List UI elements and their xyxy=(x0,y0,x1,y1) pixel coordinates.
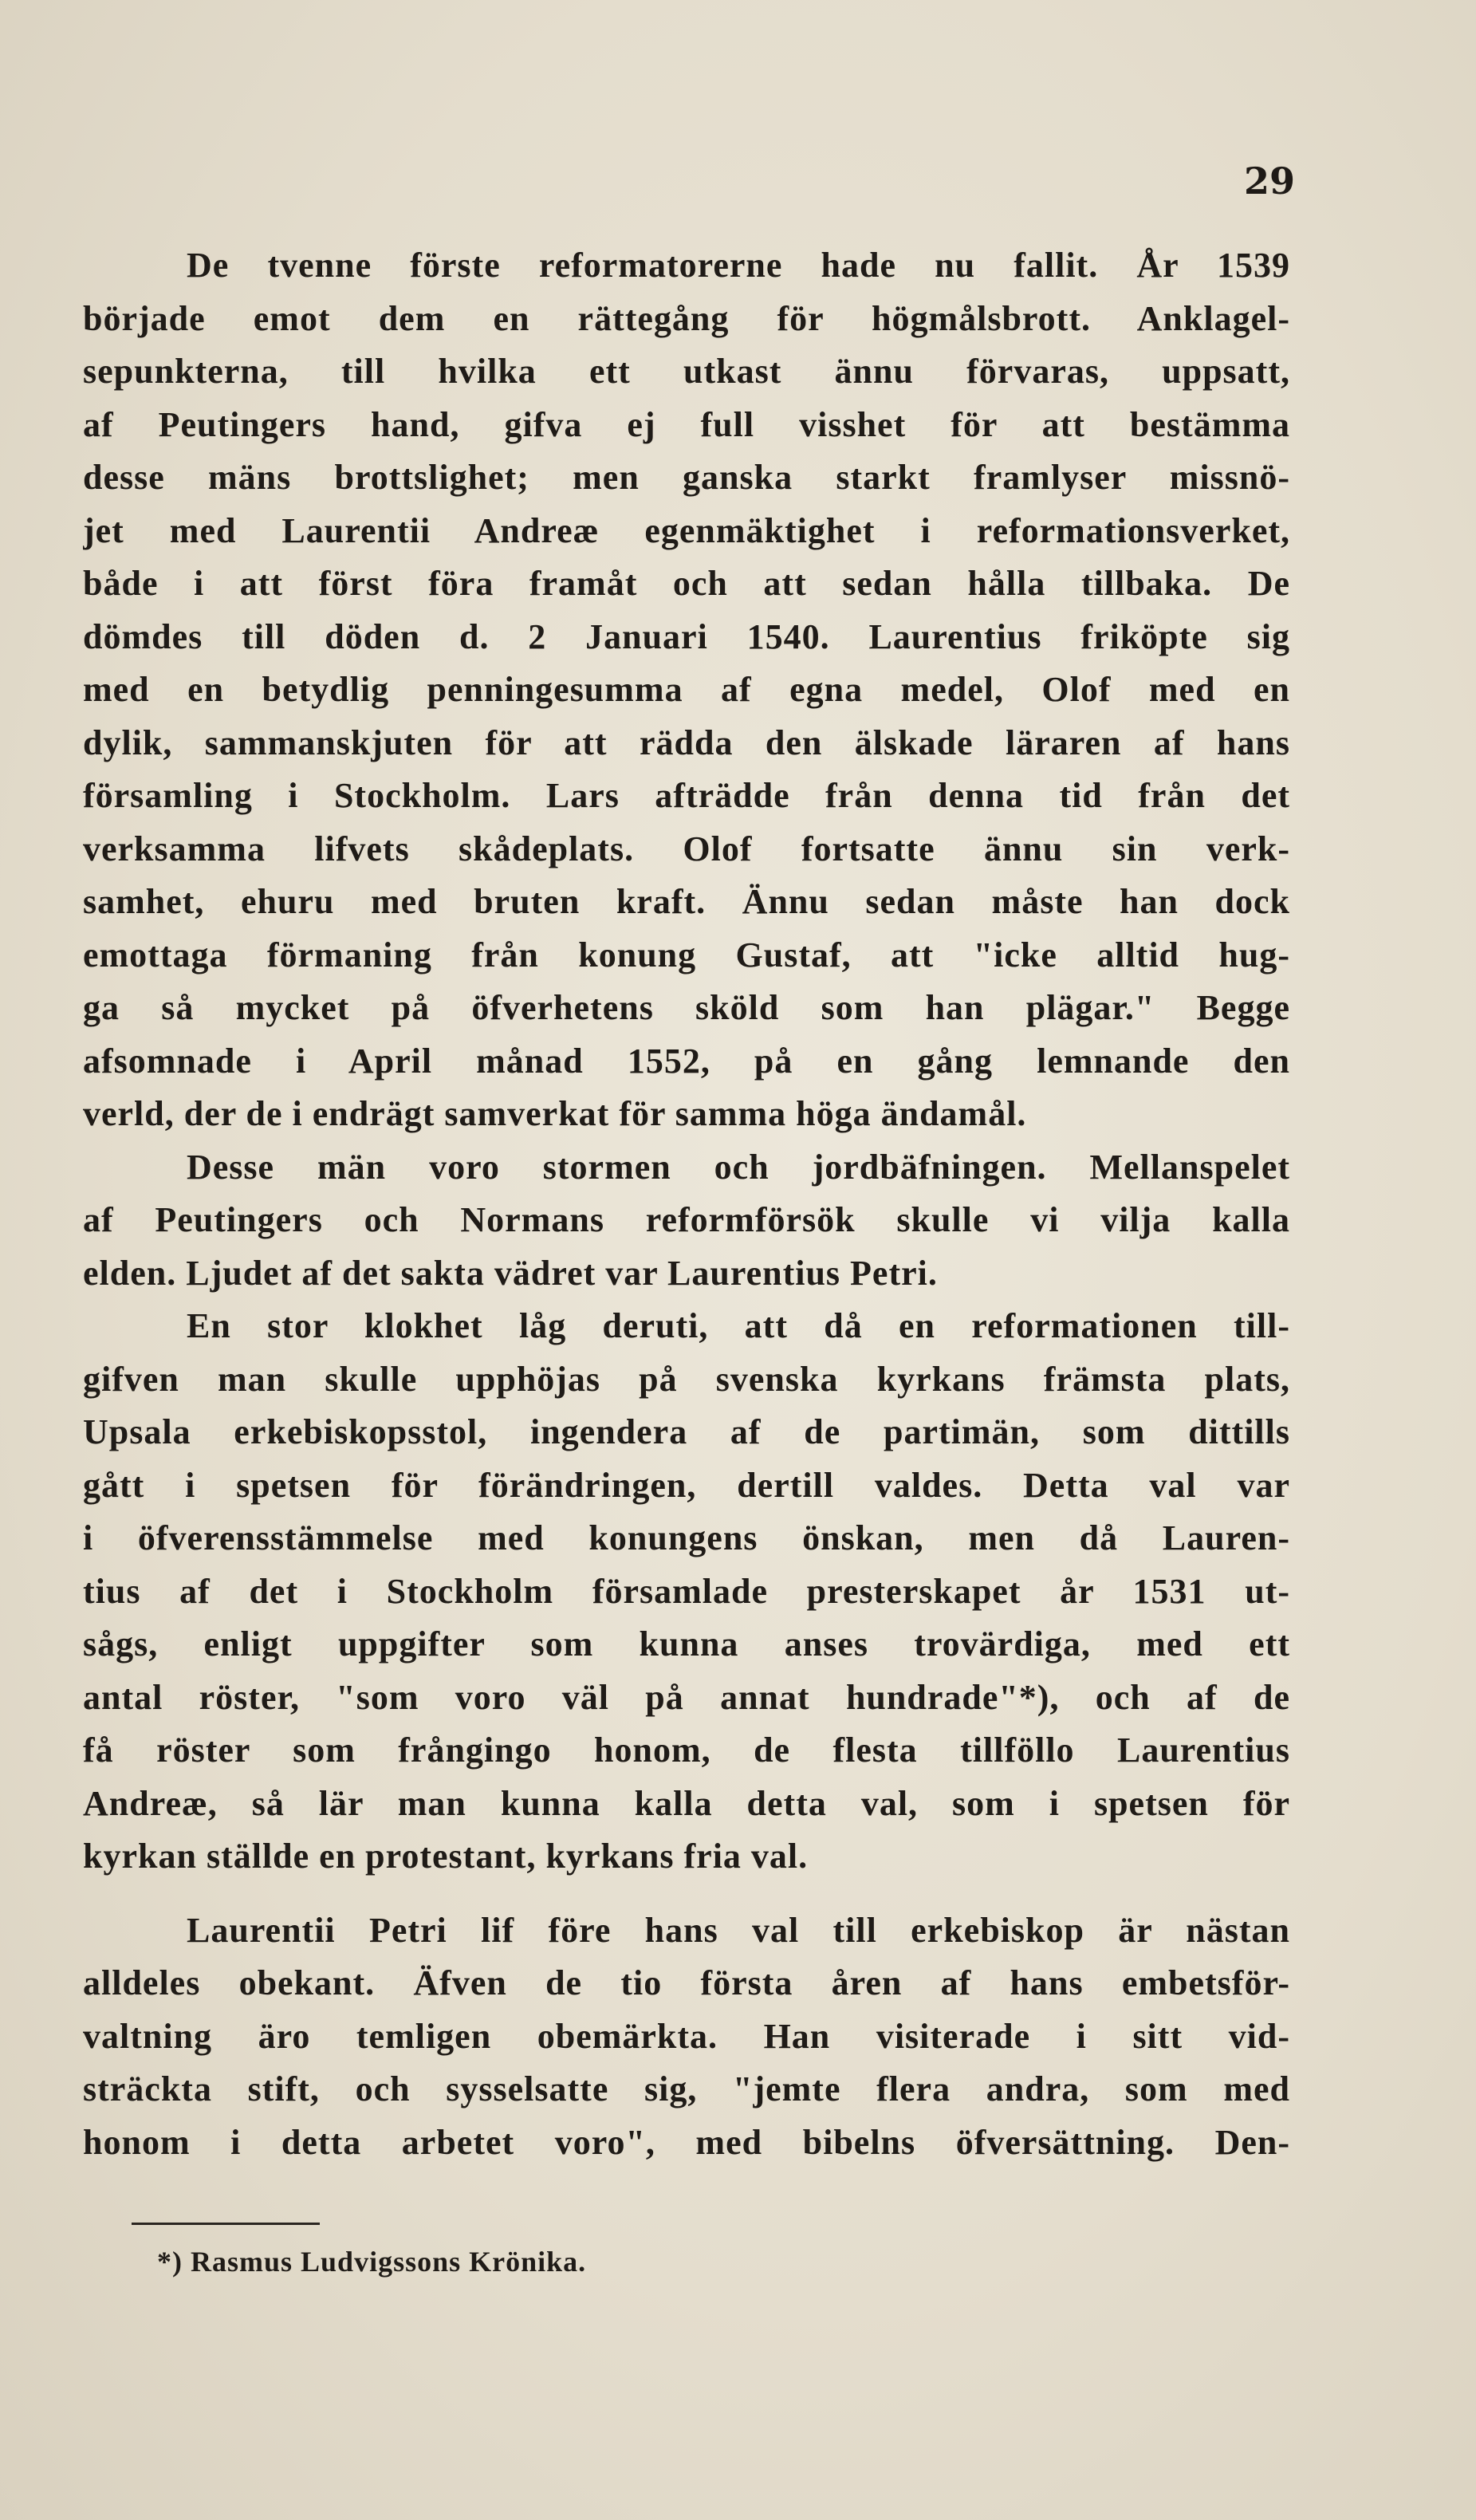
text-line: samhet, ehuru med bruten kraft. Ännu sedan måste han dock xyxy=(83,882,1290,921)
text-line: ga så mycket på öfverhetens sköld som han plägar." Begge xyxy=(83,988,1290,1027)
text-line: gått i spetsen för förändringen, dertill valdes. Detta val var xyxy=(83,1465,1290,1505)
text-line: i öfverensstämmelse med konungens önskan, men då Lauren- xyxy=(83,1518,1290,1557)
text-line: valtning äro temligen obemärkta. Han visiterade i sitt vid- xyxy=(83,2016,1290,2056)
text-line: kyrkan ställde en protestant, kyrkans fria val. xyxy=(83,1837,809,1876)
text-line: började emot dem en rättegång för högmålsbrott. Anklagel- xyxy=(83,298,1290,338)
text-line: Desse män voro stormen och jordbäfningen. Mellanspelet xyxy=(187,1147,1290,1187)
text-line: dömdes till döden d. 2 Januari 1540. Laurentius friköpte sig xyxy=(83,616,1290,656)
text-line: tius af det i Stockholm församlade presterskapet år 1531 ut- xyxy=(83,1571,1290,1611)
text-line: Andreæ, så lär man kunna kalla detta val, som i spetsen för xyxy=(83,1783,1290,1823)
footnote-divider xyxy=(132,2223,320,2225)
text-line: gifven man skulle upphöjas på svenska kyrkans främsta plats, xyxy=(83,1359,1290,1399)
text-line: De tvenne förste reformatorerne hade nu fallit. År 1539 xyxy=(187,246,1290,285)
text-line: af Peutingers och Normans reformförsök skulle vi vilja kalla xyxy=(83,1200,1290,1239)
text-line: jet med Laurentii Andreæ egenmäktighet i reformationsverket, xyxy=(83,510,1290,550)
text-line: Upsala erkebiskopsstol, ingendera af de partimän, som dittills xyxy=(83,1412,1290,1451)
text-line: sträckta stift, och sysselsatte sig, "jemte flera andra, som med xyxy=(83,2069,1290,2109)
text-line: sågs, enligt uppgifter som kunna anses trovärdiga, med ett xyxy=(83,1624,1290,1664)
text-line: elden. Ljudet af det sakta vädret var Laurentius Petri. xyxy=(83,1253,938,1293)
text-line: honom i detta arbetet voro", med bibelns öfversättning. Den- xyxy=(83,2122,1290,2162)
text-line: En stor klokhet låg deruti, att då en reformationen till- xyxy=(187,1306,1290,1345)
text-line: verld, der de i endrägt samverkat för samma höga ändamål. xyxy=(83,1094,1027,1133)
text-line: både i att först föra framåt och att sedan hålla tillbaka. De xyxy=(83,564,1290,603)
text-line: desse mäns brottslighet; men ganska starkt framlyser missnö- xyxy=(83,458,1290,497)
text-line: församling i Stockholm. Lars afträdde från denna tid från det xyxy=(83,776,1290,815)
text-line: med en betydlig penningesumma af egna medel, Olof med en xyxy=(83,670,1290,709)
text-line: alldeles obekant. Äfven de tio första åren af hans embetsför- xyxy=(83,1963,1290,2002)
text-line: antal röster, "som voro väl på annat hundrade"*), och af de xyxy=(83,1677,1290,1717)
text-line: Laurentii Petri lif före hans val till erkebiskop är nästan xyxy=(187,1910,1290,1950)
text-line: sepunkterna, till hvilka ett utkast ännu förvaras, uppsatt, xyxy=(83,352,1290,391)
body-text xyxy=(83,239,1290,2169)
page-number: 29 xyxy=(1244,159,1296,203)
paragraph-gap xyxy=(83,1884,1290,1904)
text-line: afsomnade i April månad 1552, på en gång lemnande den xyxy=(83,1041,1290,1081)
text-line: verksamma lifvets skådeplats. Olof fortsatte ännu sin verk- xyxy=(83,829,1290,868)
text-line: af Peutingers hand, gifva ej full visshet för att bestämma xyxy=(83,404,1290,444)
text-line: dylik, sammanskjuten för att rädda den älskade läraren af hans xyxy=(83,723,1290,762)
footnote: *) Rasmus Ludvigssons Krönika. xyxy=(157,2246,587,2278)
text-line: få röster som frångingo honom, de flesta tillföllo Laurentius xyxy=(83,1731,1290,1770)
text-line: emottaga förmaning från konung Gustaf, att "icke alltid hug- xyxy=(83,935,1290,975)
